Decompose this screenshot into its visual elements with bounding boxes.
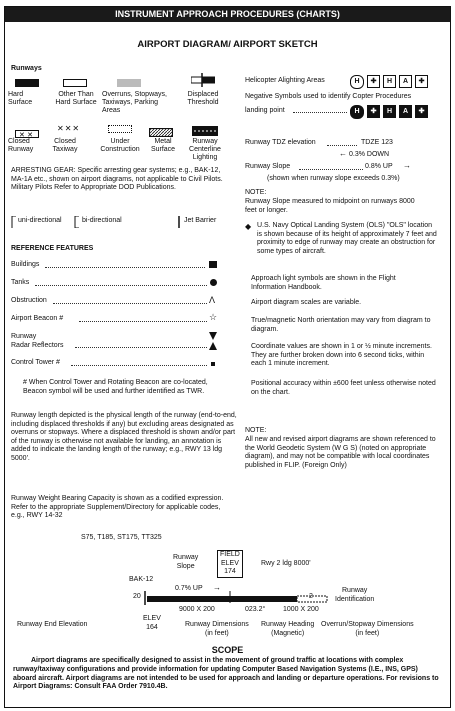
ref-tanks: Tanks	[11, 279, 30, 286]
leader-line	[327, 145, 357, 146]
coords-text: Coordinate values are shown in 1 or ½ minute increments. They are further broken down into 6 second ticks, within each 1 minute increment.	[251, 343, 432, 368]
building-icon	[209, 261, 217, 268]
arrow-right-icon: →	[403, 161, 411, 170]
slope-down-value: 0.3% DOWN	[349, 151, 390, 158]
page-frame	[4, 6, 451, 708]
runways-heading: Runways	[11, 65, 42, 72]
heli-neg-a-square-icon: A	[399, 105, 412, 118]
accuracy-text: Positional accuracy within ±600 feet unless otherwise noted on the chart.	[251, 380, 436, 396]
scope-text: Airport diagrams are specifically designed to assist in the movement of ground traffic at locations with complex runway/taxiway configurations and provide information for updating Computer Based Navigation Systems (I.E., INS, GPS) aboard aircraft. Airport diagrams are not intended to be used for approach and landing or departure operations. For revisions to Airport Diagrams: Consult FAA Order 7910.4B.	[13, 657, 439, 691]
diag-slope-val: 0.7% UP	[175, 585, 203, 592]
slope-label: Runway Slope	[245, 163, 291, 170]
heli-h-circle-icon: H	[350, 75, 364, 89]
heli-h-square-icon: H	[383, 75, 396, 88]
radar-reflector-icon	[208, 331, 218, 356]
diag-heading: 023.2°	[245, 606, 266, 613]
leader-line	[53, 303, 207, 304]
diag-num20: 20	[133, 593, 141, 600]
scales-text: Airport diagram scales are variable.	[251, 299, 362, 306]
heli-negative-label: Negative Symbols used to identify Copter Procedures	[245, 93, 412, 100]
hard-surface-swatch	[15, 79, 39, 87]
jet-barrier-icon	[176, 215, 182, 233]
leader-line	[79, 321, 207, 322]
closed-taxiway-icon: ✕✕✕	[57, 124, 81, 133]
overrun-label: Overruns, Stopways, Taxiways, Parking Areas	[102, 91, 167, 114]
heli-neg-h-square-icon: H	[383, 105, 396, 118]
heli-neg-plus-square-icon: ✚	[415, 105, 428, 118]
note1-text: Runway Slope measured to midpoint on runways 8000 feet or longer.	[245, 198, 415, 214]
bi-directional-label: bi-directional	[82, 217, 122, 224]
heli-landing-label: landing point	[245, 107, 285, 114]
tdz-label: Runway TDZ elevation	[245, 139, 316, 146]
overrun-swatch	[117, 79, 141, 87]
page-header: INSTRUMENT APPROACH PROCEDURES (CHARTS)	[5, 7, 450, 22]
leader-line	[45, 267, 205, 268]
heli-landing-icons	[347, 103, 428, 121]
arrow-left-icon: ←	[339, 149, 347, 158]
uni-directional-label: uni-directional	[18, 217, 62, 224]
note1-title: NOTE:	[245, 189, 267, 196]
jet-barrier-label: Jet Barrier	[184, 217, 217, 224]
ref-radar-reflectors: Runway Radar Reflectors	[11, 333, 64, 349]
other-surface-label: Other Than Hard Surface	[55, 91, 97, 106]
reference-heading: REFERENCE FEATURES	[11, 245, 94, 252]
heli-plus-square-icon: ✚	[415, 75, 428, 88]
heli-alighting-label: Helicopter Alighting Areas	[245, 77, 325, 84]
diag-dims-left: 9000 X 200	[179, 606, 215, 613]
heli-a-square-icon: A	[399, 75, 412, 88]
diag-num2: 2	[309, 593, 313, 600]
tower-beacon-note: # When Control Tower and Rotating Beacon are co-located, Beacon symbol will be used and further identified as TWR.	[23, 379, 208, 395]
true-mag-text: True/magnetic North orientation may vary from diagram to diagram.	[251, 317, 431, 333]
obstruction-icon: Λ	[209, 295, 216, 305]
approach-light-text: Approach light symbols are shown in the Flight Information Handbook.	[251, 275, 396, 291]
heli-neg-cross-icon: ✚	[367, 105, 380, 118]
tower-icon	[211, 362, 215, 366]
heli-alighting-icons	[347, 73, 428, 91]
ols-text: U.S. Navy Optical Landing System (OLS) "OLS" location is shown because of its height of approximately 7 feet and proximity to edge of runway may create an obstruction for some types of aircraft.	[257, 222, 437, 255]
section-title: AIRPORT DIAGRAM/ AIRPORT SKETCH	[137, 39, 318, 50]
construction-label: Under Construction	[100, 138, 140, 153]
arresting-gear-text: ARRESTING GEAR: Specific arresting gear systems; e.g., BAK-12, MA-1A etc., shown on airport diagrams, not applicable to Civil Pilots. Military Pilots Refer to Appropriate DOD Publications.	[11, 167, 223, 192]
weight-codes: S75, T185, ST175, TT325	[81, 534, 162, 541]
diag-end-elev: Runway End Elevation	[17, 621, 88, 628]
hard-surface-label: Hard Surface	[8, 91, 33, 106]
weight-bearing-text: Runway Weight Bearing Capacity is shown as a codified expression. Refer to the appropriate Supplement/Directory for applicable codes, e.g., RWY 14-32	[11, 495, 224, 520]
diag-rwy-ldg: Rwy 2 ldg 8000'	[261, 560, 311, 567]
diag-rwy-dims: Runway Dimensions (in feet)	[185, 621, 249, 637]
tdz-value: TDZE 123	[361, 139, 393, 146]
runway-length-text: Runway length depicted is the physical length of the runway (end-to-end, including displaced thresholds if any) but excluding areas designated as overruns or stopways. Where a displaced threshold is shown and/or part of the runway is otherwise not available for landing, an annotation is added to indicate the landing length of the runway; e.g., RWY 13 ldg 5000'.	[11, 412, 237, 462]
diag-bak: BAK-12	[129, 576, 154, 583]
closed-runway-label: Closed Runway	[8, 138, 34, 153]
note2-title: NOTE:	[245, 427, 267, 434]
diag-runway-slope: Runway Slope	[173, 554, 199, 570]
scope-title: SCOPE	[211, 645, 244, 655]
leader-line	[75, 347, 207, 348]
other-surface-swatch	[63, 79, 87, 87]
diag-runway-ident: Runway Identification	[335, 587, 375, 603]
centerline-lighting-label: Runway Centerline Lighting	[189, 138, 221, 161]
leader-line	[35, 285, 207, 286]
leader-line	[299, 169, 363, 170]
closed-taxiway-label: Closed Taxiway	[52, 138, 78, 153]
note2-text: All new and revised airport diagrams are shown referenced to the World Geodetic System (W G S) (noted on appropriate diagram), and may not be compatible with local coordinates published in FLIP. (Foreign Only)	[245, 436, 436, 469]
diag-field-elev: FIELD ELEV 174	[217, 550, 243, 578]
tank-icon	[210, 279, 217, 286]
slope-note: (shown when runway slope exceeds 0.3%)	[267, 175, 400, 182]
slope-value: 0.8% UP	[365, 163, 393, 170]
diag-dims-right: 1000 X 200	[283, 606, 319, 613]
svg-text:✕ ✕: ✕ ✕	[19, 131, 33, 138]
diag-arrow-icon: →	[213, 583, 221, 592]
displaced-threshold-icon	[191, 73, 215, 87]
ref-beacon: Airport Beacon #	[11, 315, 64, 322]
displaced-threshold-label: Displaced Threshold	[187, 91, 219, 106]
construction-swatch	[108, 125, 132, 133]
ols-icon: ◆	[245, 222, 252, 231]
diag-elev: ELEV 164	[143, 615, 161, 631]
beacon-icon: ☆	[209, 312, 218, 322]
ref-obstruction: Obstruction	[11, 297, 47, 304]
metal-surface-label: Metal Surface	[150, 138, 176, 153]
diag-overrun: Overrun/Stopway Dimensions (in feet)	[321, 621, 414, 637]
diag-rwy-heading: Runway Heading (Magnetic)	[261, 621, 315, 637]
heli-cross-icon: ✚	[367, 75, 380, 88]
ref-control-tower: Control Tower #	[11, 359, 60, 366]
leader-line	[293, 112, 347, 113]
heli-neg-h-circle-icon: H	[350, 105, 364, 119]
leader-line	[71, 365, 207, 366]
ref-buildings: Buildings	[11, 261, 40, 268]
